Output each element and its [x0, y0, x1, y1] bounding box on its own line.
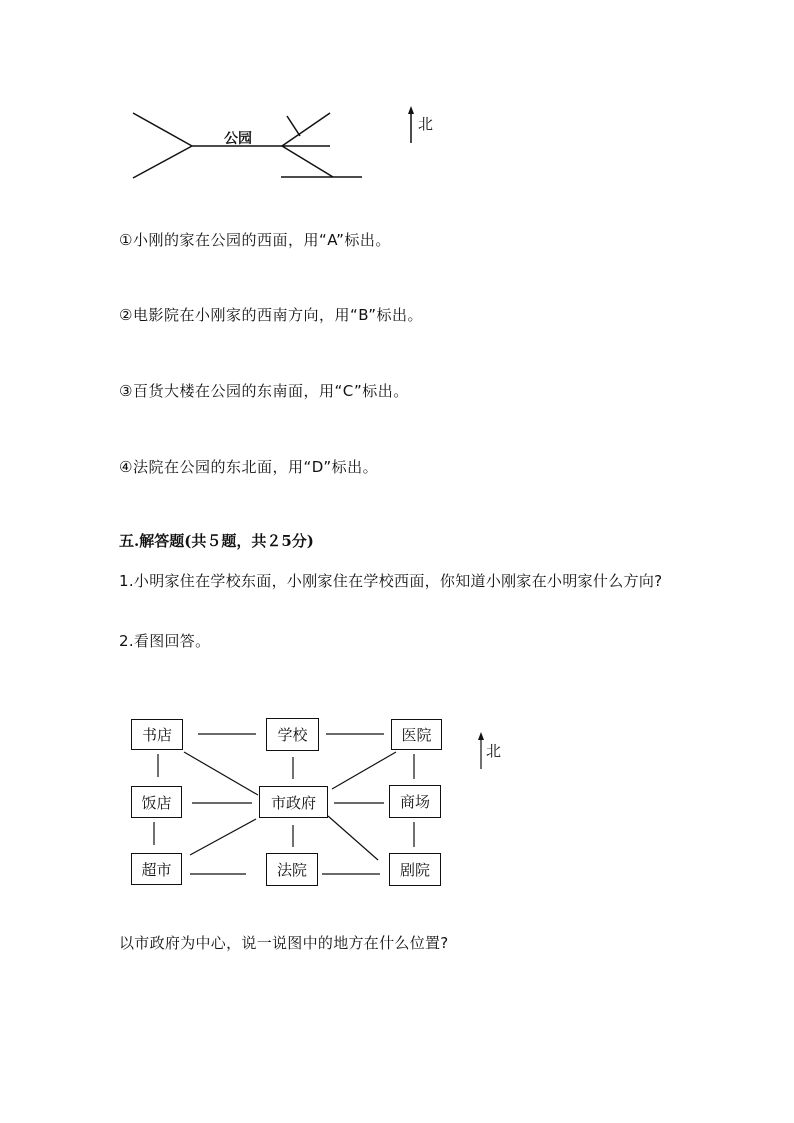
north-arrow-head	[408, 106, 414, 114]
road-ne-short	[287, 116, 300, 136]
road-sw	[133, 146, 192, 178]
node-restaurant: 饭店	[131, 786, 182, 818]
node-theater: 剧院	[389, 853, 441, 886]
node-bookstore: 书店	[131, 719, 183, 750]
road-nw	[133, 113, 192, 146]
question-2: 2.看图回答。	[119, 632, 211, 650]
question-c: ③百货大楼在公园的东南面，用“C”标出。	[119, 382, 409, 400]
road-se	[282, 146, 333, 177]
node-mall: 商场	[389, 785, 441, 818]
question-a: ①小刚的家在公园的西面，用“A”标出。	[119, 231, 391, 249]
node-court: 法院	[266, 853, 318, 886]
node-city-hall: 市政府	[259, 786, 328, 818]
node-hospital: 医院	[391, 719, 442, 750]
road-ne	[282, 113, 330, 146]
north-label: 北	[418, 115, 434, 133]
question-2-prompt: 以市政府为中心，说一说图中的地方在什么位置?	[119, 934, 449, 952]
question-b: ②电影院在小刚家的西南方向，用“B”标出。	[119, 306, 423, 324]
section-title: 五.解答题(共５题，共２5分)	[119, 532, 314, 550]
park-map-diagram	[0, 0, 794, 230]
node-supermarket: 超市	[131, 853, 182, 885]
park-label: 公园	[224, 131, 252, 147]
node-school: 学校	[266, 718, 319, 751]
question-d: ④法院在公园的东北面，用“D”标出。	[119, 458, 379, 476]
north-label-2: 北	[486, 742, 502, 760]
question-1: 1.小明家住在学校东面，小刚家住在学校西面，你知道小刚家在小明家什么方向?	[119, 572, 663, 590]
